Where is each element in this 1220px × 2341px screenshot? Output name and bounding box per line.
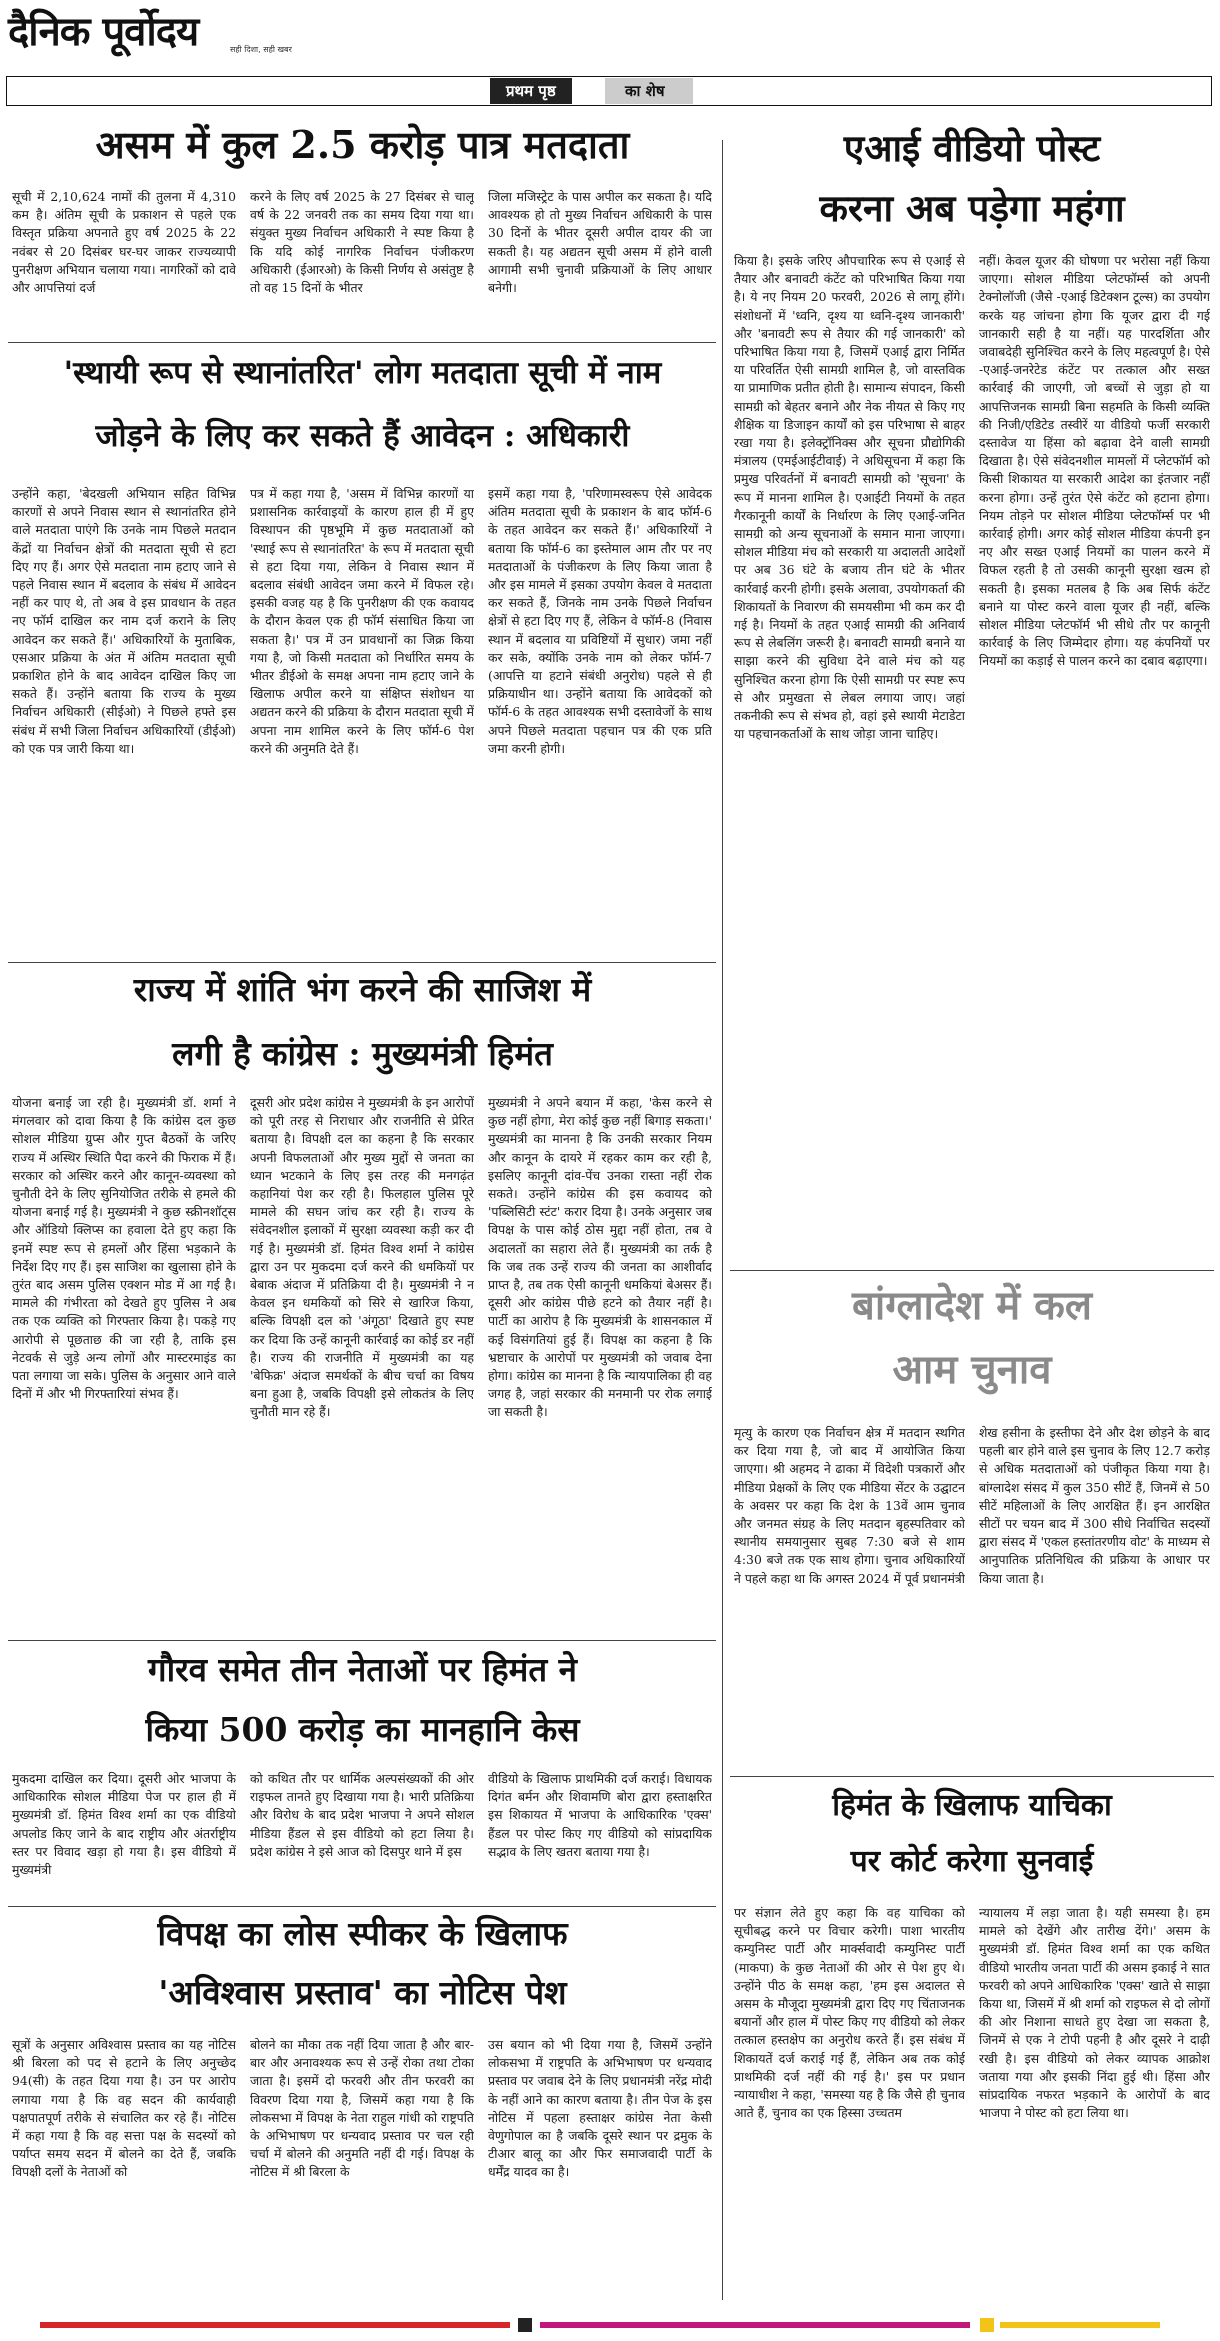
story-bangladesh: [734, 1424, 1210, 1764]
story-column: उस बयान को भी दिया गया है, जिसमें उन्होंने लोकसभा में राष्ट्रपति के अभिभाषण पर धन्यवाद प्रस्ताव पर जवाब देने के लिए प्रधानमंत्री नरेंद्र मोदी के नहीं आने का कारण बताया है। तीन पेज के इस नोटिस में पहला हस्ताक्षर कांग्रेस नेता केसी वेणुगोपाल का है जबकि दूसरे स्थान पर द्रमुक के टीआर बालू का और फिर समाजवादी पार्टी के धर्मेंद्र यादव का है।: [488, 2037, 712, 2180]
story-column: मुकदमा दाखिल कर दिया। दूसरी ओर भाजपा के आधिकारिक सोशल मीडिया पेज पर हाल ही में मुख्यमंत्री डॉ. हिमंत विश्व शर्मा का एक वीडियो अपलोड किए जाने के बाद राष्ट्रीय और अंतर्राष्ट्रीय स्तर पर विवाद खड़ा हो गया है। इस वीडियो में मुख्यमंत्री: [12, 1771, 236, 1878]
headline-defamation-case-2: किया 500 करोड़ का मानहानि केस: [145, 1710, 580, 1749]
headline-congress-conspiracy-2: लगी है कांग्रेस : मुख्यमंत्री हिमंत: [172, 1034, 553, 1073]
newspaper-logo: दैनिक पूर्वोदय: [8, 8, 199, 55]
story-column: किया है। इसके जरिए औपचारिक रूप से एआई से तैयार और बनावटी कंटेंट को परिभाषित किया गया है। ये नए नियम 20 फरवरी, 2026 से लागू होंगे। संशोधनों में 'ध्वनि, दृश्य या ध्वनि-दृश्य जानकारी' और 'बनावटी रूप से तैयार की गई जानकारी' को परिभाषित किया गया है, जिसमें एआई द्वारा निर्मित या परिवर्तित ऐसी सामग्री शामिल है, जो वास्तविक या प्रामाणिक प्रतीत होती है। सामान्य संपादन, किसी सामग्री को बेहतर बनाने और नेक नीयत से किए गए शैक्षिक या डिजाइन कार्यों को इस परिभाषा से बाहर रखा गया है। इलेक्ट्रॉनिक्स और सूचना प्रौद्योगिकी मंत्रालय (एमईआईटीवाई) ने अधिसूचना में कहा कि प्रमुख परिवर्तनों में बनावटी सामग्री को 'सूचना' के रूप में मानना शामिल है। एआईटी नियमों के तहत गैरकानूनी कार्यों के निर्धारण के लिए एआई-जनित सामग्री को अन्य सूचनाओं के समान माना जाएगा। सोशल मीडिया मंच को सरकारी या अदालती आदेशों पर अब 36 घंटे के बजाय तीन घंटे के भीतर कार्रवाई करनी होगी। इसके अलावा, उपयोगकर्ता की शिकायतों के निवारण की समयसीमा भी कम कर दी गई है। नियमों के तहत एआई सामग्री की अनिवार्य रूप से लेबलिंग जरूरी है। बनावटी सामग्री बनाने या साझा करने की सुविधा देने वाले मंच को यह सुनिश्चित करना होगा कि ऐसी सामग्री पर स्पष्ट रूप से और प्रमुखता से लेबल लगाया जाए। जहां तकनीकी रूप से संभव हो, वहां इसे स्थायी मेटाडेटा या पहचानकर्ताओं के साथ जोड़ा जाना चाहिए।: [734, 253, 965, 742]
story-column: न्यायालय में लड़ा जाता है। यही समस्या है। हम मामले को देखेंगे और तारीख देंगे।' असम के मुख्यमंत्री डॉ. हिमंत विश्व शर्मा का एक कथित वीडियो भारतीय जनता पार्टी की असम इकाई ने सात फरवरी को अपने आधिकारिक 'एक्स' खाते से साझा किया था, जिसमें में श्री शर्मा को राइफल से दो लोगों की ओर निशाना साधते हुए देखा जा सकता है, जिनमें से एक ने टोपी पहनी है और दूसरे ने दाढ़ी रखी है। इस वीडियो को लेकर व्यापक आक्रोश जताया गया और इसकी निंदा हुई थी। हिंसा और सांप्रदायिक नफरत भड़काने के आरोपों के बाद भाजपा ने पोस्ट को हटा लिया था।: [979, 1905, 1210, 2121]
divider: [8, 962, 716, 963]
headline-no-confidence-2: 'अविश्वास प्रस्ताव' का नोटिस पेश: [158, 1973, 567, 2012]
story-ai-video: [734, 252, 1210, 1262]
story-column: सूची में 2,10,624 नामों की तुलना में 4,310 कम है। अंतिम सूची के प्रकाशन से पहले एक विस्तृत प्रक्रिया अपनाते हुए वर्ष 2025 के 22 नवंबर से 20 दिसंबर घर-घर जाकर राज्यव्यापी पुनरीक्षण अभियान चलाया गया। नागरिकों को दावे और आपत्तियां दर्ज: [12, 189, 236, 296]
story-himanta-petition: [734, 1904, 1210, 2306]
divider: [730, 1776, 1214, 1777]
headline-relocated-voters-1: 'स्थायी रूप से स्थानांतरित' लोग मतदाता सूची में नाम: [63, 355, 662, 391]
masthead: [0, 0, 1220, 70]
story-column: नहीं। केवल यूजर की घोषणा पर भरोसा नहीं किया जाएगा। सोशल मीडिया प्लेटफॉर्म्स को अपनी टेक्नोलॉजी (जैसे -एआई डिटेक्शन टूल्स) का उपयोग करके यह जांचना होगा कि यूजर द्वारा दी गई जानकारी सही है या नहीं। यह पारदर्शिता और जवाबदेही सुनिश्चित करने के लिए महत्वपूर्ण है। ऐसे -एआई-जनरेटेड कंटेंट पर तत्काल और सख्त कार्रवाई की जाएगी, जो बच्चों से जुड़ा हो या आपत्तिजनक सामग्री बिना सहमति के किसी व्यक्ति की निजी/एडिटेड तस्वीरें या वीडियो फर्जी सरकारी दस्तावेज या हिंसा को बढ़ावा देने वाली सामग्री दिखाता है। ऐसे संवेदनशील मामलों में प्लेटफॉर्म को किसी शिकायत या सरकारी आदेश का इंतजार नहीं करना होगा। उन्हें तुरंत ऐसे कंटेंट को हटाना होगा। नियम तोड़ने पर सोशल मीडिया प्लेटफॉर्म्स पर भी कार्रवाई होगी। अगर कोई सोशल मीडिया कंपनी इन नए और सख्त एआई नियमों का पालन करने में विफल रहती है तो उसकी कानूनी सुरक्षा खत्म हो सकती है। इसका मतलब है कि अब सिर्फ कंटेंट बनाने या पोस्ट करने वाला यूजर ही नहीं, बल्कि सोशल मीडिया प्लेटफॉर्म भी सीधे तौर पर कानूनी कार्रवाई के लिए जिम्मेदार होगा। यह कंपनियों पर नियमों का कड़ाई से पालन करने का दबाव बढ़ाएगा।: [979, 253, 1210, 669]
color-bar-red: [40, 2322, 510, 2328]
divider: [730, 1270, 1214, 1271]
registration-mark: [518, 2318, 532, 2332]
rest-label[interactable]: का शेष: [605, 78, 693, 104]
headline-assam-voters: असम में कुल 2.5 करोड़ पात्र मतदाता: [95, 122, 630, 167]
headline-bangladesh-2: आम चुनाव: [892, 1347, 1052, 1393]
color-bar-yellow: [1000, 2322, 1160, 2328]
story-column: सूत्रों के अनुसार अविश्वास प्रस्ताव का यह नोटिस श्री बिरला को पद से हटाने के लिए अनुच्छेद 94(सी) के तहत दिया गया है। उन पर आरोप लगाया गया है कि वह सदन की कार्यवाही पक्षपातपूर्ण तरीके से संचालित कर रहे हैं। नोटिस में कहा गया है कि वह सत्ता पक्ष के सदस्यों को पर्याप्त समय सदन में बोलने का देते हैं, जबकि विपक्षी दलों के नेताओं को: [12, 2037, 236, 2180]
story-column: दूसरी ओर प्रदेश कांग्रेस ने मुख्यमंत्री के इन आरोपों को पूरी तरह से निराधार और राजनीति से प्रेरित बताया है। विपक्षी दल का कहना है कि सरकार अपनी विफलताओं और मुख्य मुद्दों से जनता का ध्यान भटकाने के लिए इस तरह की मनगढ़ंत कहानियां पेश कर रही है। फिलहाल पुलिस पूरे मामले की सघन जांच कर रही है। राज्य के संवेदनशील इलाकों में सुरक्षा व्यवस्था कड़ी कर दी गई है। मुख्यमंत्री डॉ. हिमंत विश्व शर्मा ने कांग्रेस द्वारा उन पर मुकदमा दर्ज करने की धमकियों पर बेबाक अंदाज में प्रतिक्रिया दी है। मुख्यमंत्री ने न केवल इन धमकियों को सिरे से खारिज किया, बल्कि विपक्षी दल को 'अंगूठा' दिखाते हुए स्पष्ट कर दिया कि उन्हें कानूनी कार्रवाई का कोई डर नहीं है। राज्य की राजनीति में मुख्यमंत्री का यह 'बेफिक्र' अंदाज समर्थकों के बीच चर्चा का विषय बना हुआ है, जबकि विपक्षी इसे लोकतंत्र के लिए चुनौती मान रहे हैं।: [250, 1095, 474, 1420]
headline-ai-video-2: करना अब पड़ेगा महंगा: [819, 186, 1125, 230]
headline-no-confidence-1: विपक्ष का लोस स्पीकर के खिलाफ: [157, 1914, 568, 1953]
story-column: योजना बनाई जा रही है। मुख्यमंत्री डॉ. शर्मा ने मंगलवार को दावा किया है कि कांग्रेस दल कुछ सोशल मीडिया ग्रुप्स और गुप्त बैठकों के जरिए राज्य में अस्थिर स्थिति पैदा करने की फिराक में हैं। सरकार को अस्थिर करने और कानून-व्यवस्था को चुनौती देने के लिए सुनियोजित तरीके से हमले की योजना बनाई गई है। मुख्यमंत्री ने कुछ स्क्रीनशॉट्स और ऑडियो क्लिप्स का हवाला देते हुए कहा कि इनमें स्पष्ट रूप से हमलों और हिंसा भड़काने के निर्देश दिए गए हैं। इस साजिश का खुलासा होने के तुरंत बाद असम पुलिस एक्शन मोड में आ गई है। मामले की गंभीरता को देखते हुए पुलिस ने अब तक एक व्यक्ति को गिरफ्तार किया है। पकड़े गए आरोपी से पूछताछ की जा रही है, ताकि इस नेटवर्क से जुड़े अन्य लोगों और मास्टरमाइंड का पता लगाया जा सके। पुलिस के अनुसार आने वाले दिनों में और भी गिरफ्तारियां संभव हैं।: [12, 1095, 236, 1402]
headline-congress-conspiracy-1: राज्य में शांति भंग करने की साजिश में: [133, 970, 592, 1009]
story-no-confidence: [12, 2036, 712, 2306]
story-column: करने के लिए वर्ष 2025 के 27 दिसंबर से चालू वर्ष के 22 जनवरी तक का समय दिया गया था। संयुक्त मुख्य निर्वाचन अधिकारी ने स्पष्ट किया है कि यदि कोई नागरिक निर्वाचन पंजीकरण अधिकारी (ईआरओ) के किसी निर्णय से असंतुष्ट है तो वह 15 दिनों के भीतर: [250, 189, 474, 296]
page-label[interactable]: प्रथम पृष्ठ: [490, 78, 572, 104]
registration-mark: [980, 2318, 994, 2332]
story-column: वीडियो के खिलाफ प्राथमिकी दर्ज कराई। विधायक दिगंत बर्मन और शिवामणि बोरा द्वारा हस्ताक्षरित इस शिकायत में भाजपा के आधिकारिक 'एक्स' हैंडल पर पोस्ट किए गए वीडियो को सांप्रदायिक सद्भाव के लिए खतरा बताया गया है।: [488, 1771, 712, 1859]
color-bar: [0, 2314, 1220, 2341]
headline-defamation-case-1: गौरव समेत तीन नेताओं पर हिमंत ने: [148, 1650, 577, 1689]
column-divider: [722, 140, 723, 2300]
story-column: मृत्यु के कारण एक निर्वाचन क्षेत्र में मतदान स्थगित कर दिया गया है, जो बाद में आयोजित किया जाएगा। श्री अहमद ने ढाका में विदेशी पत्रकारों और मीडिया प्रेक्षकों के लिए एक मीडिया सेंटर के उद्घाटन के अवसर पर कहा कि देश के 13वें आम चुनाव और जनमत संग्रह के लिए मतदान बृहस्पतिवार को स्थानीय समयानुसार सुबह 7:30 बजे से शाम 4:30 बजे तक एक साथ होगा। चुनाव अधिकारियों ने पहले कहा था कि अगस्त 2024 में पूर्व प्रधानमंत्री: [734, 1425, 965, 1586]
tagline: सही दिशा, सही खबर: [230, 45, 292, 54]
story-column: शेख हसीना के इस्तीफा देने और देश छोड़ने के बाद पहली बार होने वाले इस चुनाव के लिए 12.7 करोड़ से अधिक मतदाताओं को पंजीकृत किया गया है। बांग्लादेश संसद में कुल 350 सीटें हैं, जिनमें से 50 सीटें महिलाओं के लिए आरक्षित हैं। इन आरक्षित सीटों पर चयन बाद में 300 सीधे निर्वाचित सदस्यों द्वारा संसद में 'एकल हस्तांतरणीय वोट' के माध्यम से आनुपातिक प्रतिनिधित्व की प्रक्रिया के आधार पर किया जाता है।: [979, 1425, 1210, 1586]
headline-bangladesh-1: बांग्लादेश में कल: [852, 1283, 1092, 1329]
story-defamation-case: [12, 1770, 712, 1898]
divider: [8, 1640, 716, 1641]
story-column: पर संज्ञान लेते हुए कहा कि वह याचिका को सूचीबद्ध करने पर विचार करेगी। पाशा भारतीय कम्युनिस्ट पार्टी और मार्क्सवादी कम्युनिस्ट पार्टी (माकपा) के कुछ नेताओं की ओर से पेश हुए थे। उन्होंने पीठ के समक्ष कहा, 'हम इस अदालत से असम के मौजूदा मुख्यमंत्री द्वारा दिए गए चिंताजनक बयानों और हाल में पोस्ट किए गए वीडियो को लेकर तत्काल हस्तक्षेप का अनुरोध करते हैं। इस संबंध में शिकायतें दर्ज कराई गई हैं, लेकिन अब तक कोई प्राथमिकी दर्ज नहीं की गई है।' इस पर प्रधान न्यायाधीश ने कहा, 'समस्या यह है कि जैसे ही चुनाव आते हैं, चुनाव का एक हिस्सा उच्चतम: [734, 1905, 965, 2121]
story-relocated-voters: [12, 485, 712, 955]
story-column: बोलने का मौका तक नहीं दिया जाता है और बार-बार और अनावश्यक रूप से उन्हें रोका तथा टोका जाता है। इसमें दो फरवरी और तीन फरवरी का विवरण दिया गया है, जिसमें कहा गया है कि लोकसभा में विपक्ष के नेता राहुल गांधी को राष्ट्रपति के अभिभाषण पर धन्यवाद प्रस्ताव पर चल रही चर्चा में बोलने की अनुमति नहीं दी गई। विपक्ष के नोटिस में श्री बिरला के: [250, 2037, 474, 2180]
headline-relocated-voters-2: जोड़ने के लिए कर सकते हैं आवेदन : अधिकारी: [95, 418, 630, 454]
story-congress-conspiracy: [12, 1094, 712, 1634]
story-assam-voters: [12, 188, 712, 334]
story-column: को कथित तौर पर धार्मिक अल्पसंख्यकों की ओर राइफल तानते हुए दिखाया गया है। भारी प्रतिक्रिया और विरोध के बाद प्रदेश भाजपा ने अपने सोशल मीडिया हैंडल से इस वीडियो को हटा लिया है। प्रदेश कांग्रेस ने इसे आज को दिसपुर थाने में इस: [250, 1771, 474, 1859]
story-column: इसमें कहा गया है, 'परिणामस्वरूप ऐसे आवेदक अंतिम मतदाता सूची के प्रकाशन के बाद फॉर्म-6 के तहत आवेदन कर सकते हैं।' अधिकारियों ने बताया कि फॉर्म-6 का इस्तेमाल आम तौर पर नए मतदाताओं के पंजीकरण के लिए किया जाता है और इस मामले में इसका उपयोग केवल वे मतदाता कर सकते हैं, जिनके नाम उनके पिछले निर्वाचन क्षेत्रों से हटा दिए गए हैं, लेकिन वे फॉर्म-8 (निवास स्थान में बदलाव या प्रविष्टियों में सुधार) जमा नहीं कर सके, क्योंकि उनके नाम को लेकर फॉर्म-7 (आपत्ति या हटाने संबंधी अनुरोध) पहले से ही प्रक्रियाधीन था। उन्होंने बताया कि आवेदकों को फॉर्म-6 के तहत आवश्यक सभी दस्तावेजों के साथ अपने पिछले मतदाता पहचान पत्र की एक प्रति जमा करनी होगी।: [488, 486, 712, 756]
divider: [8, 342, 716, 343]
color-bar-magenta: [540, 2322, 970, 2328]
headline-himanta-petition-2: पर कोर्ट करेगा सुनवाई: [850, 1844, 1094, 1879]
headline-ai-video-1: एआई वीडियो पोस्ट: [843, 126, 1101, 170]
headline-himanta-petition-1: हिमंत के खिलाफ याचिका: [832, 1788, 1112, 1823]
story-column: उन्होंने कहा, 'बेदखली अभियान सहित विभिन्न कारणों से अपने निवास स्थान से स्थानांतरित होने वाले मतदाता पाएंगे कि उनके नाम पिछले मतदान केंद्रों या निर्वाचन क्षेत्रों की मतदाता सूची से हटा दिए गए हैं। अगर ऐसे मतदाता नाम हटाए जाने से पहले निवास स्थान में बदलाव के संबंध में आवेदन नहीं कर पाए थे, तो अब वे इस प्रावधान के तहत नए फॉर्म दाखिल कर नाम दर्ज कराने के लिए आवेदन कर सकते हैं।' अधिकारियों के मुताबिक, एसआर प्रक्रिया के अंत में अंतिम मतदाता सूची प्रकाशित होने के बाद आवेदन दाखिल किए जा सकते हैं। उन्होंने बताया कि राज्य के मुख्य निर्वाचन अधिकारी (सीईओ) ने पिछले हफ्ते इस संबंध में सभी जिला निर्वाचन अधिकारियों (डीईओ) को एक पत्र जारी किया था।: [12, 486, 236, 756]
story-column: मुख्यमंत्री ने अपने बयान में कहा, 'केस करने से कुछ नहीं होगा, मेरा कोई कुछ नहीं बिगाड़ सकता।' मुख्यमंत्री का मानना है कि उनकी सरकार नियम और कानून के दायरे में रहकर काम कर रही है, इसलिए कानूनी दांव-पेंच उनका रास्ता नहीं रोक सकते। उन्होंने कांग्रेस की इस कवायद को 'पब्लिसिटी स्टंट' करार दिया है। उनके अनुसार जब विपक्ष के पास कोई ठोस मुद्दा नहीं होता, तब वे अदालतों का सहारा लेते हैं। मुख्यमंत्री का तर्क है कि जब तक उन्हें राज्य की जनता का आशीर्वाद प्राप्त है, तब तक ऐसी कानूनी धमकियां बेअसर हैं। दूसरी ओर कांग्रेस पीछे हटने को तैयार नहीं है। पार्टी का आरोप है कि मुख्यमंत्री के शासनकाल में कई विसंगतियां हुई हैं। विपक्ष का कहना है कि भ्रष्टाचार के आरोपों पर मुख्यमंत्री को जवाब देना होगा। कांग्रेस का मानना है कि न्यायपालिका ही वह जगह है, जहां सरकार की मनमानी पर रोक लगाई जा सकती है।: [488, 1095, 712, 1420]
story-column: पत्र में कहा गया है, 'असम में विभिन्न कारणों या प्रशासनिक कार्रवाइयों के कारण हाल ही में हुए विस्थापन की पृष्ठभूमि में कुछ मतदाताओं को 'स्थाई रूप से स्थानांतरित' के रूप में मतदाता सूची से हटा दिया गया, लेकिन वे निवास स्थान में बदलाव संबंधी आवेदन जमा करने में विफल रहे। इसकी वजह यह है कि पुनरीक्षण की एक कवायद के दौरान केवल एक ही फॉर्म संसाधित किया जा सकता है।' पत्र में उन प्रावधानों का जिक्र किया गया है, जो किसी मतदाता को निर्धारित समय के भीतर डीईओ के समक्ष अपना नाम हटाए जाने के खिलाफ अपील करने या संक्षिप्त संशोधन या अद्यतन करने की प्रक्रिया के दौरान मतदाता सूची में अपना नाम शामिल करने के लिए फॉर्म-6 पेश करने की अनुमति देते हैं।: [250, 486, 474, 756]
story-column: जिला मजिस्ट्रेट के पास अपील कर सकता है। यदि आवश्यक हो तो मुख्य निर्वाचन अधिकारी के पास 30 दिनों के भीतर दूसरी अपील दायर की जा सकती है। यह अद्यतन सूची असम में होने वाली आगामी सभी चुनावी प्रक्रियाओं के लिए आधार बनेगी।: [488, 189, 712, 296]
divider: [8, 1906, 716, 1907]
